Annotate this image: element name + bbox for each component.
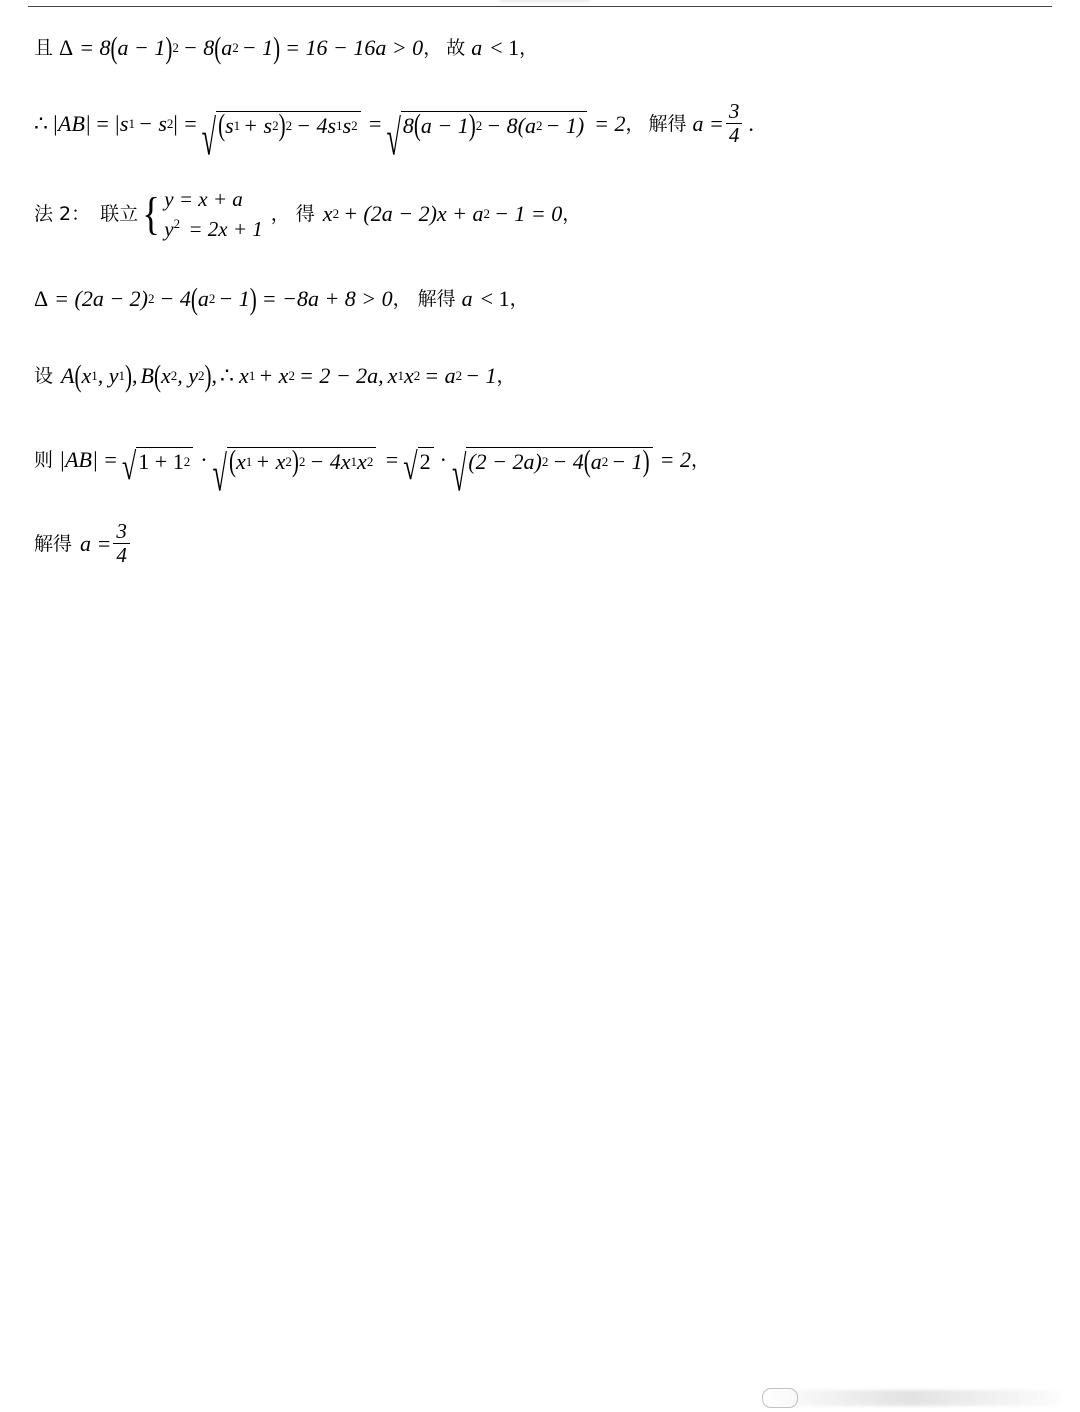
footer-artifact [760,1390,1060,1406]
line5-B-x-sub: 2 [170,368,178,384]
line5-B-close: ) [204,357,212,393]
line5-A-comma: , y [97,363,119,388]
line6-r1-inner: 1 + 1 [138,448,184,474]
line3-comma: ， [270,202,290,225]
solution-body [34,18,1044,572]
line6-abs-ab: |AB| [59,447,98,472]
solution-line-2 [34,96,1044,166]
line6-r2-exp: 2 [298,453,306,469]
line5-comma1: , [132,363,138,388]
line3-eq-rest: + (2a − 2)x + a [343,201,484,226]
line5-A: A [61,363,75,388]
line3-verb: 联立 [100,202,139,225]
line2-r1-plus: + s [243,112,273,138]
line2-r1-open: ( [218,107,226,143]
line1-paren2-open: ( [214,29,222,65]
line6-eq1: = [103,447,118,472]
line5-A-y-sub: 1 [118,368,126,384]
line2-r1-sub1b: 1 [336,117,343,133]
line6-r2-minus: − 4x [309,448,351,474]
line2-eq2: = [182,111,198,136]
line6-r2-open: ( [228,443,236,479]
line1-paren-open: ( [110,29,118,65]
line6-r2-m-sub1: 1 [350,453,358,469]
line2-eq3: = [367,111,383,136]
line7-fraction [113,520,130,565]
line5-B-open: ( [153,357,161,393]
line4-lt1: < 1 [480,286,510,311]
line1-a-sq: a [221,35,233,60]
solution-line-1 [34,28,1044,68]
line5-let: 设 [34,364,54,387]
line4-delta: Δ [34,286,49,311]
line6-dot2: · [439,447,447,472]
line6-dot1: · [200,447,208,472]
line1-eq1: = 8 [79,35,111,60]
system-row-1: y = x + a [164,186,243,211]
line6-r2-x-sub: 1 [245,453,253,469]
header-divider [28,6,1052,7]
line5-prod-exp: 2 [455,368,463,384]
line4-comma2: ， [509,287,529,310]
line5-B-x: x [160,363,171,388]
line3-method-label: 法 2： [34,202,91,225]
radical-body [227,443,376,479]
line1-comma: ， [423,36,443,59]
system-row-2-exp: 2 [173,216,181,231]
solution-line-5 [34,354,1044,398]
line5-A-open: ( [74,357,82,393]
system-row-2 [164,214,263,244]
line6-r2-m-sub2: 2 [366,453,374,469]
line5-sum-x-sub: 1 [248,368,256,384]
radical-body [466,443,652,479]
line2-r1-sub2: 2 [272,117,279,133]
line2-r1-s1: s [225,112,234,138]
line1-lt1: < 1 [490,35,520,60]
line2-period: . [748,111,754,136]
line2-r2-minus: − 8( [486,112,525,138]
solution-line-3 [34,184,1044,244]
line2-r2-asq-exp: 2 [535,117,543,133]
solution-line-4 [34,278,1044,320]
line4-a-var: a [461,286,473,311]
solution-line-6 [34,430,1044,502]
radical-body [401,107,587,143]
line6-then: 则 [34,448,54,471]
line6-r3-inner: 2 [419,448,431,474]
line5-plus: + x [258,363,289,388]
fraction-numerator: 3 [728,99,740,124]
line2-r1-close: ) [278,107,286,143]
line5-prod-eq: = a [424,363,456,388]
radical-sign: √ [121,445,137,488]
line5-prod-x: x [387,363,398,388]
radical-sign: √ [386,110,401,166]
line1-a-minus-1: a − 1 [117,35,166,60]
line1-minus8: − 8 [182,35,215,60]
line2-abs-close: | [173,111,178,136]
line6-r4-p-open: ( [583,443,591,479]
line1-exp: 2 [172,40,179,56]
radical-body [216,107,361,143]
line2-r2-close: ) [468,107,476,143]
line5-eq: = 2 − 2a, [298,363,384,388]
line2-fraction [726,100,743,145]
line2-abs-ab: |AB| [52,111,91,136]
line6-r4-p-close: ) [642,443,650,479]
system-row-2-y: y [164,217,174,241]
line2-a-eq: a = [692,111,724,136]
line6-r4-open: (2 − 2a) [468,448,542,474]
line5-sum-x2-sub: 2 [288,368,295,384]
line2-radical-2 [386,107,588,166]
line5-prod-tail: − 1 [465,363,497,388]
line6-r4-a: a [590,448,602,474]
line6-r2-m-x2: x [357,448,367,474]
line1-a-sq-exp: 2 [232,40,239,56]
fraction-denominator: 4 [726,123,743,146]
radical-body [136,447,193,473]
line2-eq4: = 2 [594,111,626,136]
line2-r1-minus4: − 4s [296,112,337,138]
line1-paren2-close: ) [273,29,281,65]
line2-r2-open: ( [413,107,421,143]
line1-comma2: ， [519,36,539,59]
line5-sum-x: x [239,363,249,388]
line2-s1: 1 [128,116,135,132]
fraction-denominator: 4 [113,543,130,566]
line2-eq1: = [94,111,110,136]
line6-radical-3 [403,445,433,488]
line4-eq1: = (2a − 2) [54,286,148,311]
line3-eq-a-exp: 2 [483,206,491,222]
line2-solve-label: 解得 [648,112,687,135]
line6-r4-m1: − 1 [611,448,643,474]
line6-r4-exp: 2 [541,453,549,469]
line1-minus1: − 1 [241,35,274,60]
header-artifact [500,0,590,4]
line5-comma2: , [211,363,218,388]
line6-radical-4 [451,443,653,502]
line2-r2-a: 8 [402,112,414,138]
line2-r1-sub2b: 2 [351,117,358,133]
line6-r4-a-exp: 2 [601,453,609,469]
line4-minus4: − 4 [159,286,191,311]
line3-eq-tail: − 1 = 0 [494,201,563,226]
line2-therefore: ∴ [34,111,48,136]
line1-a-var: a [471,35,483,60]
radical-sign: √ [212,446,227,502]
line2-r2-asq: a [524,112,536,138]
line3-get: 得 [295,202,315,225]
line1-prefix: 且 [34,36,54,59]
line4-paren-close: ) [249,280,257,316]
line6-eq3: = 2 [659,447,691,472]
line6-comma: ， [690,448,710,471]
footer-badge-artifact [762,1388,798,1408]
line5-B: B [140,363,154,388]
line5-B-comma: , y [177,363,199,388]
left-brace: { [142,188,161,240]
radical-sign: √ [451,446,467,502]
line5-A-x: x [81,363,92,388]
line2-r1-sb: s [342,112,352,138]
line6-r4-minus: − 4 [552,448,584,474]
radical-body [418,447,434,473]
fraction-numerator: 3 [116,519,127,544]
line4-eq2: = −8a + 8 > 0 [261,286,393,311]
line3-comma2: ， [562,202,582,225]
line2-comma: ， [625,112,645,135]
line5-A-close: ) [125,357,133,393]
line2-r1-sq: 2 [285,117,293,133]
line6-r1-exp: 2 [183,453,191,469]
line2-minus-s: − s [137,111,167,136]
line2-r2-am1: a − 1 [420,112,469,138]
line6-radical-1 [121,445,193,488]
line4-exp1: 2 [148,291,155,307]
line2-s2: 2 [166,116,174,132]
line7-a-eq: a = [80,531,112,556]
line4-a-sq: a [197,286,209,311]
radical-sign: √ [201,110,217,166]
line5-prod-x2-sub: 2 [413,368,421,384]
line4-comma: ， [392,287,412,310]
line5-therefore: ∴ [220,363,235,388]
line4-paren-open: ( [190,280,198,316]
system-row-2-rest: = 2x + 1 [188,217,263,241]
line4-a-sq-exp: 2 [208,291,216,307]
line6-r2-x: x [235,448,246,474]
line6-eq2: = [384,447,400,472]
line1-reason: 故 [446,36,466,59]
line5-B-y-sub: 2 [198,368,205,384]
line1-paren-close: ) [165,29,173,65]
line1-delta: Δ [59,35,74,60]
radical-sign: √ [403,445,418,488]
line3-equation-system [140,184,263,245]
line6-radical-2 [212,443,377,502]
line4-minus1: − 1 [218,286,250,311]
line6-r2-x2-sub: 2 [285,453,292,469]
line4-solve: 解得 [417,287,456,310]
system-rows [164,184,263,245]
line2-abs-s: |s [113,111,129,136]
line3-eq-x-exp: 2 [332,206,340,222]
line2-r1-sub1: 1 [233,117,241,133]
line6-r2-plus: + x [255,448,286,474]
line2-r2-m1: − 1) [545,112,585,138]
line6-r2-close: ) [291,443,299,479]
solution-line-7 [34,516,1044,572]
line1-eq2: = 16 − 16a > 0 [285,35,424,60]
line3-eq-x: x [322,201,333,226]
line5-A-x-sub: 1 [91,368,98,384]
line7-solve: 解得 [34,532,73,555]
line5-prod-x2: x [403,363,414,388]
line5-comma3: ， [496,364,516,387]
line2-r2-sq: 2 [475,117,483,133]
line5-prod-x-sub: 1 [397,368,404,384]
line2-radical-1 [201,107,361,166]
